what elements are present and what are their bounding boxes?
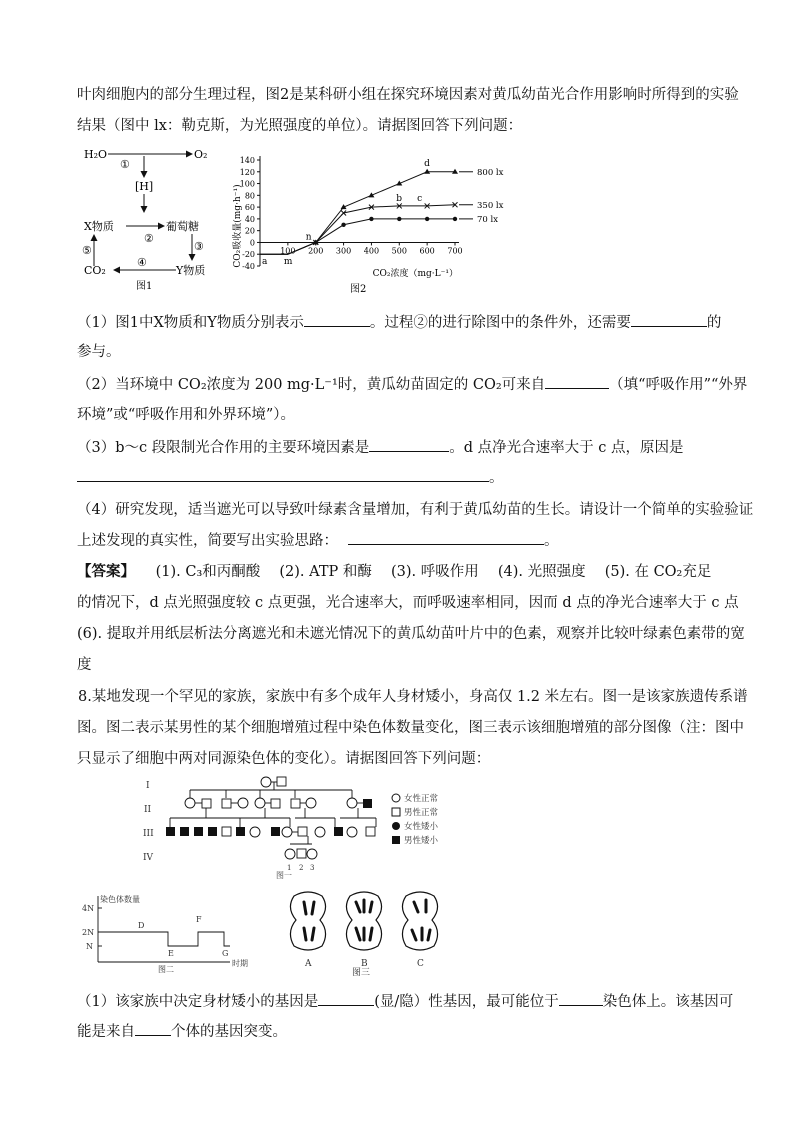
fig2-caption: 图二 bbox=[158, 965, 174, 974]
chart-xtick-label-3: 400 bbox=[363, 246, 380, 256]
chart-point-0-6 bbox=[424, 169, 430, 174]
q2-text-b: （填“呼吸作用”“外界 bbox=[609, 377, 748, 393]
figure-2-chart bbox=[228, 150, 518, 296]
gen-label-2: II bbox=[144, 805, 152, 815]
fig2-ylabel: 染色体数量 bbox=[100, 895, 140, 904]
chart-caption: 图2 bbox=[350, 284, 367, 295]
answer-tag: 【答案】 bbox=[77, 563, 135, 580]
chart-xtick-label-0: 100 bbox=[280, 246, 296, 256]
iv-num-1: 1 bbox=[287, 864, 292, 872]
chart-point-2-7 bbox=[453, 217, 457, 221]
chart-point-0-7 bbox=[452, 169, 458, 174]
q8-line-3: 只显示了细胞中两对同源染色体的变化）。请据图回答下列问题： bbox=[77, 751, 491, 767]
q8-1-text-e: 个体的基因突变。 bbox=[171, 1024, 287, 1040]
fig2-y2n: 2N bbox=[82, 928, 95, 937]
chart-point-label-m: m bbox=[283, 257, 293, 268]
q4-end: 。 bbox=[544, 533, 559, 549]
fig1-circle-5: ⑤ bbox=[82, 244, 92, 257]
fig1-h: [H] bbox=[135, 180, 154, 193]
q3-text-b: 。d 点净光合速率大于 c 点，原因是 bbox=[449, 440, 684, 456]
chart-legend-label-2: 70 lx bbox=[477, 214, 499, 225]
chart-ytick-label-3: 20 bbox=[244, 226, 255, 236]
q8-1-blank-3[interactable] bbox=[135, 1021, 171, 1036]
intro-line-2: 结果（图中 lx：勒克斯，为光照强度的单位）。请据图回答下列问题： bbox=[77, 118, 523, 134]
iv-num-2: 2 bbox=[299, 864, 304, 872]
chart-ytick-label-9: 140 bbox=[239, 156, 255, 165]
chart-xtick-label-1: 200 bbox=[308, 246, 324, 256]
q3-end: 。 bbox=[489, 470, 504, 486]
q8-1-text-b: (显/隐）性基因，最可能位于 bbox=[374, 994, 559, 1010]
q8-line-2: 图。图二表示某男性的某个细胞增殖过程中染色体数量变化，图三表示该细胞增殖的部分图像（注：图中 bbox=[77, 720, 744, 736]
gen-label-3: III bbox=[143, 829, 154, 839]
fig2-e: E bbox=[168, 949, 174, 958]
fig3-caption: 图三 bbox=[352, 968, 371, 976]
chart-ytick-label-2: 0 bbox=[249, 238, 255, 248]
chart-point-2-3 bbox=[341, 223, 345, 227]
chart-ytick-label-1: -20 bbox=[242, 250, 255, 260]
fig2-f: F bbox=[196, 915, 202, 924]
chart-point-label-d: d bbox=[424, 158, 430, 169]
legend-male-normal: 男性正常 bbox=[404, 808, 439, 818]
q4-line-1: （4）研究发现，适当遮光可以导致叶绿素含量增加，有利于黄瓜幼苗的生长。请设计一个简单的实验验证 bbox=[77, 502, 754, 518]
q1-blank-1[interactable] bbox=[304, 312, 370, 327]
fig1-co2: CO₂ bbox=[84, 264, 106, 277]
fig2-y4n: 4N bbox=[82, 904, 95, 913]
chart-xtick-label-2: 300 bbox=[335, 246, 352, 256]
q2-line-2: 环境”或“呼吸作用和外界环境”）。 bbox=[77, 407, 295, 423]
chart-ytick-label-4: 40 bbox=[244, 214, 255, 224]
fig3-b: B bbox=[361, 959, 368, 969]
chart-xlabel: CO₂浓度（mg·L⁻¹） bbox=[372, 269, 458, 279]
fig1-caption: 图1 bbox=[136, 281, 153, 292]
q3-blank-2[interactable] bbox=[77, 467, 489, 482]
gen-label-1: I bbox=[146, 781, 150, 791]
fig1-y: Y物质 bbox=[176, 264, 206, 277]
chart-xtick-label-4: 500 bbox=[391, 246, 407, 256]
fig3-a: A bbox=[305, 959, 312, 969]
fig1-circle-1: ① bbox=[120, 158, 130, 171]
answer-line-3: (6). 提取并用纸层析法分离遮光和未遮光情况下的黄瓜幼苗叶片中的色素，观察并比较叶绿素色素带的宽 bbox=[77, 626, 745, 642]
gen-label-4: IV bbox=[143, 853, 154, 863]
fig2-yn: N bbox=[86, 942, 93, 951]
chart-ylabel: CO₂吸收量(mg·h⁻¹) bbox=[233, 184, 243, 268]
chart-series-line-0 bbox=[260, 172, 455, 254]
q4-blank[interactable] bbox=[348, 530, 544, 545]
q3-line-2 bbox=[77, 467, 737, 488]
fig2-xlabel: 时期 bbox=[232, 959, 248, 968]
q1-line-2: 参与。 bbox=[77, 344, 121, 360]
q8-1-text-a: （1）该家族中决定身材矮小的基因是 bbox=[77, 994, 319, 1010]
q8-1-line-2 bbox=[77, 1021, 737, 1042]
fig1-circle-2: ② bbox=[144, 232, 154, 245]
legend-female-short: 女性矮小 bbox=[404, 822, 439, 832]
chart-point-2-4 bbox=[369, 217, 373, 221]
figure-1-diagram bbox=[80, 142, 230, 292]
fig1-x: X物质 bbox=[84, 220, 114, 233]
chart-point-2-6 bbox=[425, 217, 429, 221]
q8-1-line-1 bbox=[77, 991, 737, 1012]
iv-num-3: 3 bbox=[310, 864, 315, 872]
chart-ytick-label-6: 80 bbox=[244, 191, 255, 201]
fig1-circle-4: ④ bbox=[137, 256, 147, 269]
figure-3-cells bbox=[284, 886, 470, 976]
chart-point-2-5 bbox=[397, 217, 401, 221]
chart-point-label-a: a bbox=[262, 257, 268, 268]
q8-line-1: 8.某地发现一个罕见的家族，家族中有多个成年人身材矮小，身高仅 1.2 米左右。图一是该家族遗传系谱 bbox=[78, 689, 748, 705]
q8-1-blank-1[interactable] bbox=[318, 991, 374, 1006]
fig1-o2: O₂ bbox=[194, 148, 208, 161]
answer-text-1: (1). C₃和丙酮酸 (2). ATP 和酶 (3). 呼吸作用 (4). 光照强度 (5). 在 CO₂充足 bbox=[155, 564, 712, 580]
q4-text-b: 上述发现的真实性，简要写出实验思路： bbox=[77, 533, 338, 549]
chart-xtick-label-6: 700 bbox=[447, 246, 463, 256]
fig1-glucose: 葡萄糖 bbox=[166, 220, 199, 233]
figure-2-chromosome-count bbox=[80, 892, 260, 974]
q8-1-text-c: 染色体上。该基因可 bbox=[602, 994, 734, 1010]
q2-line-1 bbox=[77, 374, 748, 395]
chart-point-label-n: n bbox=[305, 232, 312, 243]
chart-ytick-label-7: 100 bbox=[239, 179, 255, 189]
q1-text-c: 的 bbox=[706, 315, 722, 331]
pedigree-chart bbox=[140, 774, 500, 882]
q3-text-a: （3）b～c 段限制光合作用的主要环境因素是 bbox=[77, 440, 370, 456]
pedigree-caption: 图一 bbox=[276, 871, 292, 880]
q8-1-text-d: 能是来自 bbox=[77, 1024, 135, 1040]
chart-point-label-b: b bbox=[396, 193, 403, 204]
q4-line-2 bbox=[77, 530, 737, 551]
chart-ytick-label-8: 120 bbox=[239, 167, 255, 177]
answer-line-4: 度 bbox=[77, 657, 92, 673]
q8-1-blank-2[interactable] bbox=[559, 991, 603, 1006]
q2-blank[interactable] bbox=[545, 374, 609, 389]
chart-point-label-c: c bbox=[417, 193, 423, 204]
legend-female-normal: 女性正常 bbox=[404, 794, 439, 804]
q1-blank-2[interactable] bbox=[631, 312, 707, 327]
chart-ytick-label-5: 60 bbox=[244, 203, 255, 213]
answer-line-2: 的情况下，d 点光照强度较 c 点更强，光合速率大，而呼吸速率相同，因而 d 点的净光合速率大于 c 点 bbox=[77, 595, 739, 611]
chart-point-2-2 bbox=[314, 240, 318, 244]
chart-legend-label-1: 350 lx bbox=[477, 200, 504, 211]
chart-xtick-label-5: 600 bbox=[419, 246, 435, 256]
answer-line-1 bbox=[77, 562, 737, 582]
chart-ytick-label-0: -40 bbox=[242, 262, 255, 271]
intro-line-1: 叶肉细胞内的部分生理过程，图2是某科研小组在探究环境因素对黄瓜幼苗光合作用影响时所得到的实验 bbox=[77, 87, 739, 103]
chart-legend-label-0: 800 lx bbox=[477, 167, 504, 178]
cell-a bbox=[290, 892, 325, 950]
q2-text-a: （2）当环境中 CO₂浓度为 200 mg·L⁻¹时，黄瓜幼苗固定的 CO₂可来自 bbox=[77, 377, 546, 393]
q1-text-b: 。过程②的进行除图中的条件外，还需要 bbox=[369, 315, 631, 331]
q1-text-a: （1）图1中X物质和Y物质分别表示 bbox=[77, 315, 304, 331]
fig1-circle-3: ③ bbox=[194, 240, 204, 253]
fig3-c: C bbox=[417, 959, 424, 969]
q3-blank-1[interactable] bbox=[369, 437, 449, 452]
q3-line-1 bbox=[77, 437, 737, 458]
fig1-h2o: H₂O bbox=[84, 148, 108, 161]
fig2-d: D bbox=[138, 921, 145, 930]
q1-line-1 bbox=[77, 312, 737, 333]
cell-c bbox=[402, 892, 437, 950]
fig2-g: G bbox=[222, 949, 229, 958]
legend-male-short: 男性矮小 bbox=[404, 836, 439, 846]
